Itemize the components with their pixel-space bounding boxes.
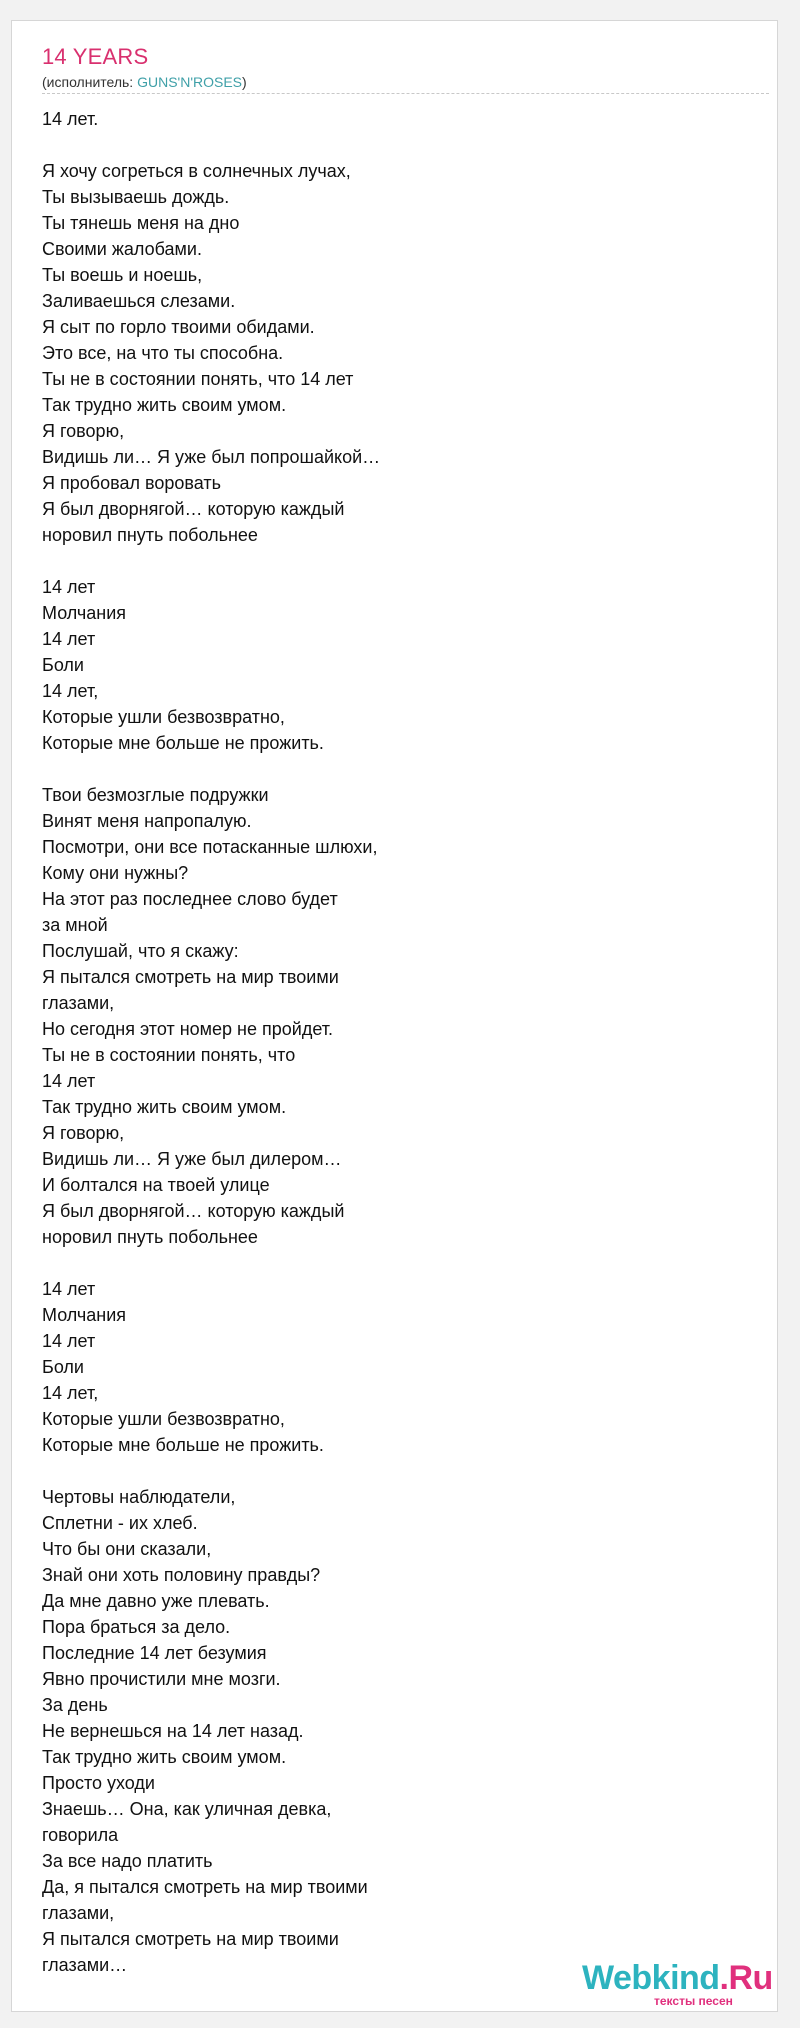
song-title: 14 YEARS (42, 44, 149, 69)
performer-suffix: ) (242, 74, 247, 90)
logo-suffix: .Ru (719, 1959, 773, 1997)
performer-link[interactable]: GUNS'N'ROSES (137, 74, 243, 90)
performer-line (42, 73, 247, 91)
lyrics-text: 14 лет. Я хочу согреться в солнечных лучах, Ты вызываешь дождь. Ты тянешь меня на дно Своими жалобами. Ты воешь и ноешь, Заливаешься слезами. Я сыт по горло твоими обидами. Это все, на что ты способна. Ты не в состоянии понять, что 14 лет Так трудно жить своим умом. Я говорю, Видишь ли… Я уже был попрошайкой… Я пробовал воровать Я был дворнягой… которую каждый норовил пнуть побольнее 14 лет Молчания 14 лет Боли 14 лет, Которые ушли безвозвратно, Которые мне больше не прожить. Твои безмозглые подружки Винят меня напропалую. Посмотри, они все потасканные шлюхи, Кому они нужны? На этот раз последнее слово будет за мной Послушай, что я скажу: Я пытался смотреть на мир твоими глазами, Но сегодня этот номер не пройдет. Ты не в состоянии понять, что 14 лет Так трудно жить своим умом. Я говорю, Видишь ли… Я уже был дилером… И болтался на твоей улице Я был дворнягой… которую каждый норовил пнуть побольнее 14 лет Молчания 14 лет Боли 14 лет, Которые ушли безвозвратно, Которые мне больше не прожить. Чертовы наблюдатели, Сплетни - их хлеб. Что бы они сказали, Знай они хоть половину правды? Да мне давно уже плевать. Пора браться за дело. Последние 14 лет безумия Явно прочистили мне мозги. За день Не вернешься на 14 лет назад. Так трудно жить своим умом. Просто уходи Знаешь… Она, как уличная девка, говорила За все надо платить Да, я пытался смотреть на мир твоими глазами, Я пытался смотреть на мир твоими глазами… (42, 109, 381, 1975)
lyrics-card (11, 20, 778, 2012)
site-logo[interactable] (582, 1958, 782, 2010)
logo-wordmark (582, 1958, 773, 1998)
header-divider (42, 93, 769, 94)
logo-tagline: тексты песен (654, 1994, 733, 2008)
performer-prefix: (исполнитель: (42, 74, 138, 90)
logo-name: Webkind (582, 1959, 720, 1997)
